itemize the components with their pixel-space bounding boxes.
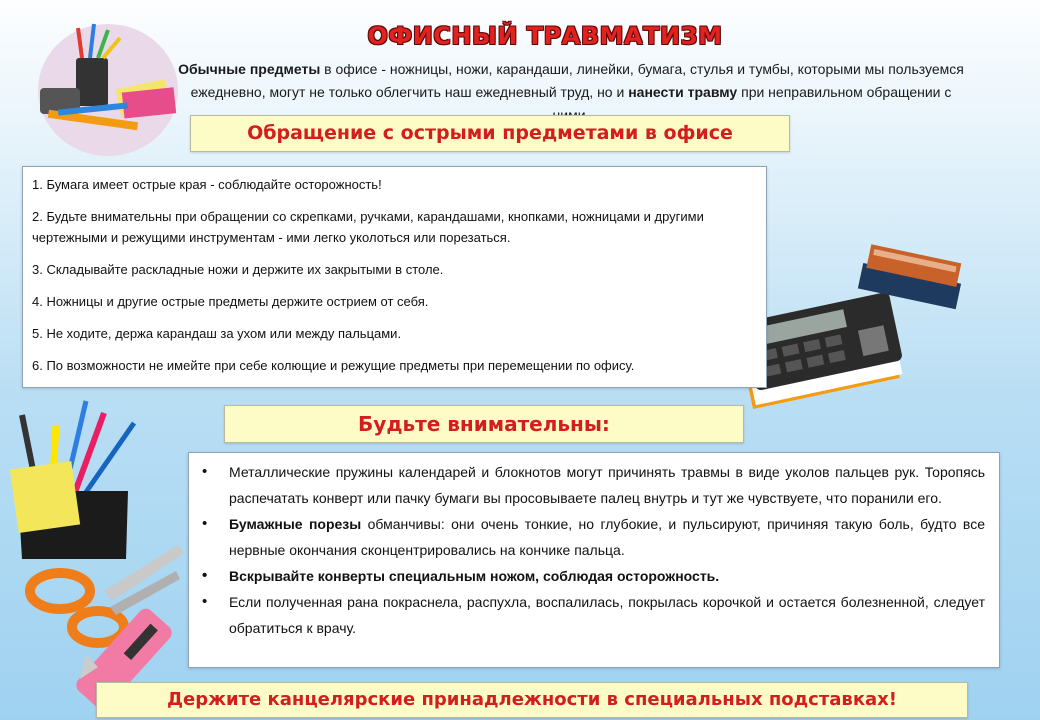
bullet-bold: Бумажные порезы <box>229 516 362 532</box>
intro-bold-objects: Обычные предметы <box>178 61 321 77</box>
intro-bold-injury: нанести травму <box>628 84 738 100</box>
list-item <box>199 589 985 641</box>
bullet-text: Если полученная рана покраснела, распухла, воспалилась, покрылась корочкой и остается болезненной, следует обратиться к врачу. <box>229 594 985 636</box>
be-careful-list <box>199 459 985 641</box>
sharp-objects-rules-box <box>22 166 767 388</box>
footer-banner: Держите канцелярские принадлежности в специальных подставках! <box>96 682 968 718</box>
bullet-bold: Вскрывайте конверты специальным ножом, соблюдая осторожность. <box>229 568 720 584</box>
rule-item: 2. Будьте внимательны при обращении со скрепками, ручками, карандашами, кнопками, ножницами и другими чертежными и режущими инструментам - ими легко уколоться или порезаться. <box>32 209 704 245</box>
be-careful-box <box>188 452 1000 668</box>
stationery-set-illustration <box>28 18 193 158</box>
rule-item: 3. Складывайте раскладные ножи и держите их закрытыми в столе. <box>32 262 444 277</box>
rule-item: 4. Ножницы и другие острые предметы держите острием от себя. <box>32 294 429 309</box>
rule-item: 6. По возможности не имейте при себе колющие и режущие предметы при перемещении по офису. <box>32 358 635 373</box>
rule-item: 1. Бумага имеет острые края - соблюдайте осторожность! <box>32 177 382 192</box>
bullet-text: Металлические пружины календарей и блокнотов могут причинять травмы в виде уколов пальцев рук. Торопясь распечатать конверт или пачку бумаги вы просовываете палец внутрь и тут же чувствуете, что поранили его. <box>229 464 985 506</box>
intro-text-part2: при неправильном обращении с <box>741 84 952 100</box>
list-item <box>199 459 985 511</box>
rule-item: 5. Не ходите, держа карандаш за ухом или между пальцами. <box>32 326 402 341</box>
bullet-text: обманчивы: они очень тонкие, но глубокие, и пульсируют, причиняя такую боль, будто все нервные окончания сконцентрировались на кончике пальца. <box>229 516 985 558</box>
page-title: ОФИСНЫЙ ТРАВМАТИЗМ <box>367 22 723 50</box>
list-item <box>199 511 985 563</box>
be-careful-heading: Будьте внимательны: <box>224 405 744 443</box>
intro-text-part1: в офисе - ножницы, ножи, карандаши, линейки, бумага, стулья и тумбы, которыми мы пользуемся ежедневно, могут не только облегчить наш ежедневный труд, но и <box>190 61 964 100</box>
sharp-objects-heading: Обращение с острыми предметами в офисе <box>190 115 790 152</box>
list-item <box>199 563 985 589</box>
